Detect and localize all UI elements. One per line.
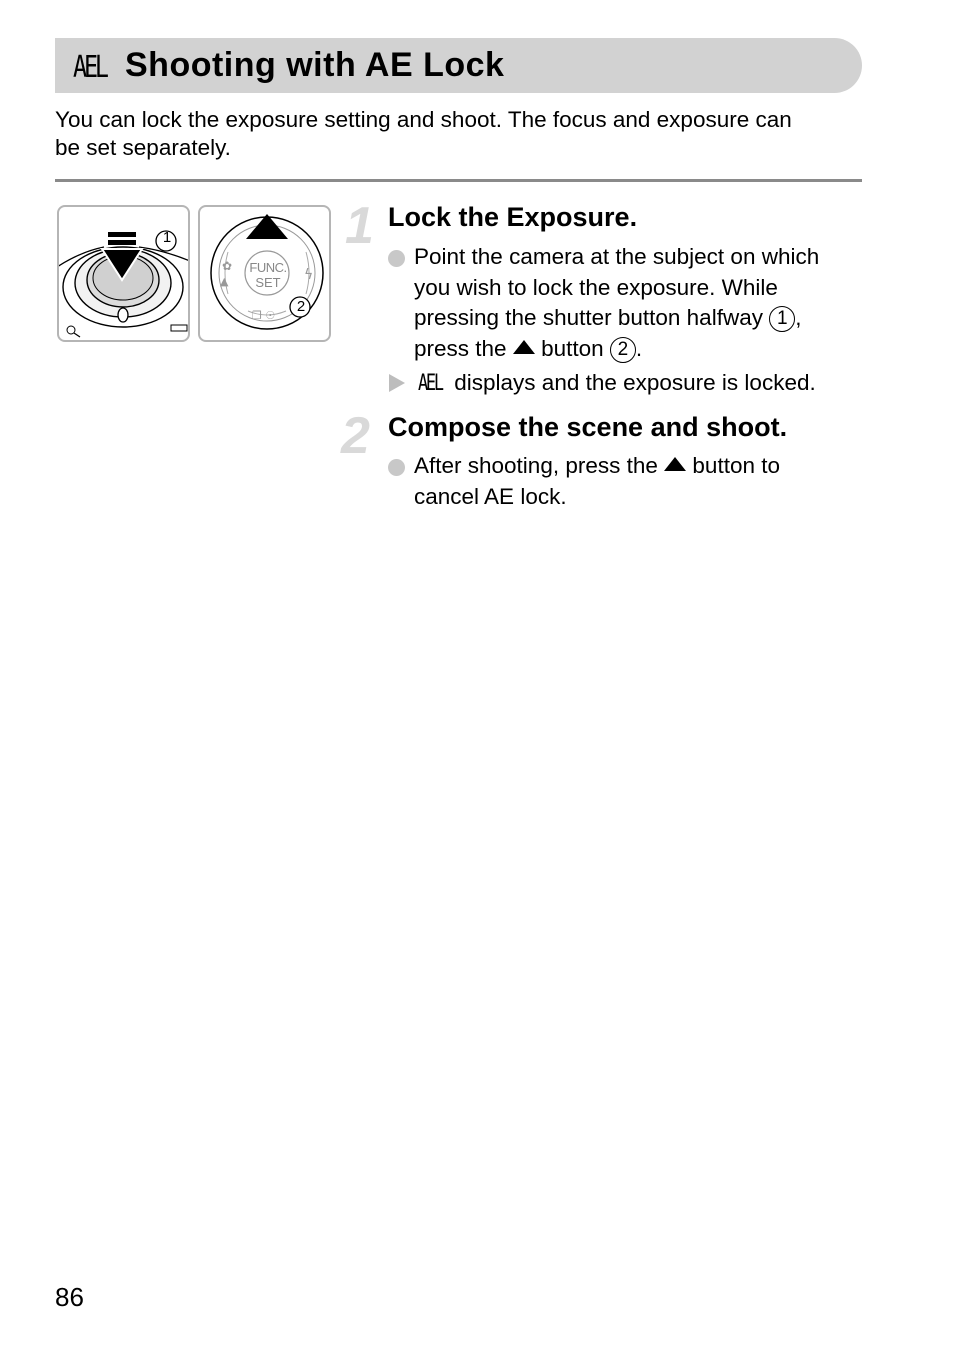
svg-text:ϟ: ϟ — [304, 267, 314, 283]
circled-number-1-icon: 1 — [769, 306, 795, 332]
set-label: SET — [255, 275, 281, 290]
intro-line-1: You can lock the exposure setting and shoot. The focus and exposure can — [55, 107, 792, 132]
divider — [55, 179, 862, 182]
step-1-text: pressing the shutter button halfway — [414, 305, 763, 330]
func-label: FUNC. — [249, 260, 287, 275]
step-1-text-line: you wish to lock the exposure. While — [414, 275, 778, 300]
circled-number-2-icon: 2 — [610, 337, 636, 363]
page-number: 86 — [55, 1282, 84, 1312]
intro-paragraph — [55, 106, 855, 162]
step-number-2: 2 — [341, 407, 370, 465]
svg-text:▲: ▲ — [220, 275, 229, 288]
svg-text:✿: ✿ — [222, 259, 233, 273]
shutter-illustration — [57, 205, 190, 342]
control-dial-illustration — [198, 205, 331, 342]
step-1-result-text: displays and the exposure is locked. — [454, 370, 816, 395]
ael-icon: AEL — [418, 370, 442, 396]
step-marker-1: 1 — [162, 229, 172, 246]
step-1-text-line: Point the camera at the subject on which — [414, 244, 820, 269]
step-1-text-line — [414, 336, 642, 363]
up-arrow-icon — [513, 340, 535, 354]
step-2-text-line — [414, 453, 780, 479]
intro-line-2: be set separately. — [55, 135, 231, 160]
result-arrow-icon — [389, 374, 405, 392]
step-1-result-line — [418, 370, 816, 396]
step-number-1: 1 — [345, 197, 374, 255]
page-title: Shooting with AE Lock — [125, 46, 505, 84]
svg-text:❒ ☉: ❒ ☉ — [252, 309, 276, 322]
step-1-text-line — [414, 305, 802, 332]
bullet-icon — [388, 250, 405, 267]
step-marker-2: 2 — [296, 298, 306, 315]
period: . — [635, 336, 643, 361]
step-1-title: Lock the Exposure. — [388, 202, 638, 232]
step-2-text: After shooting, press the — [414, 453, 658, 478]
step-2-text: button to — [692, 453, 780, 478]
up-arrow-icon — [664, 457, 686, 471]
comma: , — [795, 305, 802, 330]
shutter-button-icon — [59, 207, 188, 340]
step-1-text: press the — [414, 336, 507, 361]
step-2-text-line: cancel AE lock. — [414, 484, 567, 509]
step-1-text: button — [541, 336, 604, 361]
bullet-icon — [388, 459, 405, 476]
step-2-title: Compose the scene and shoot. — [388, 412, 788, 442]
ael-icon: AEL — [73, 50, 106, 85]
section-title-bar — [55, 38, 862, 93]
